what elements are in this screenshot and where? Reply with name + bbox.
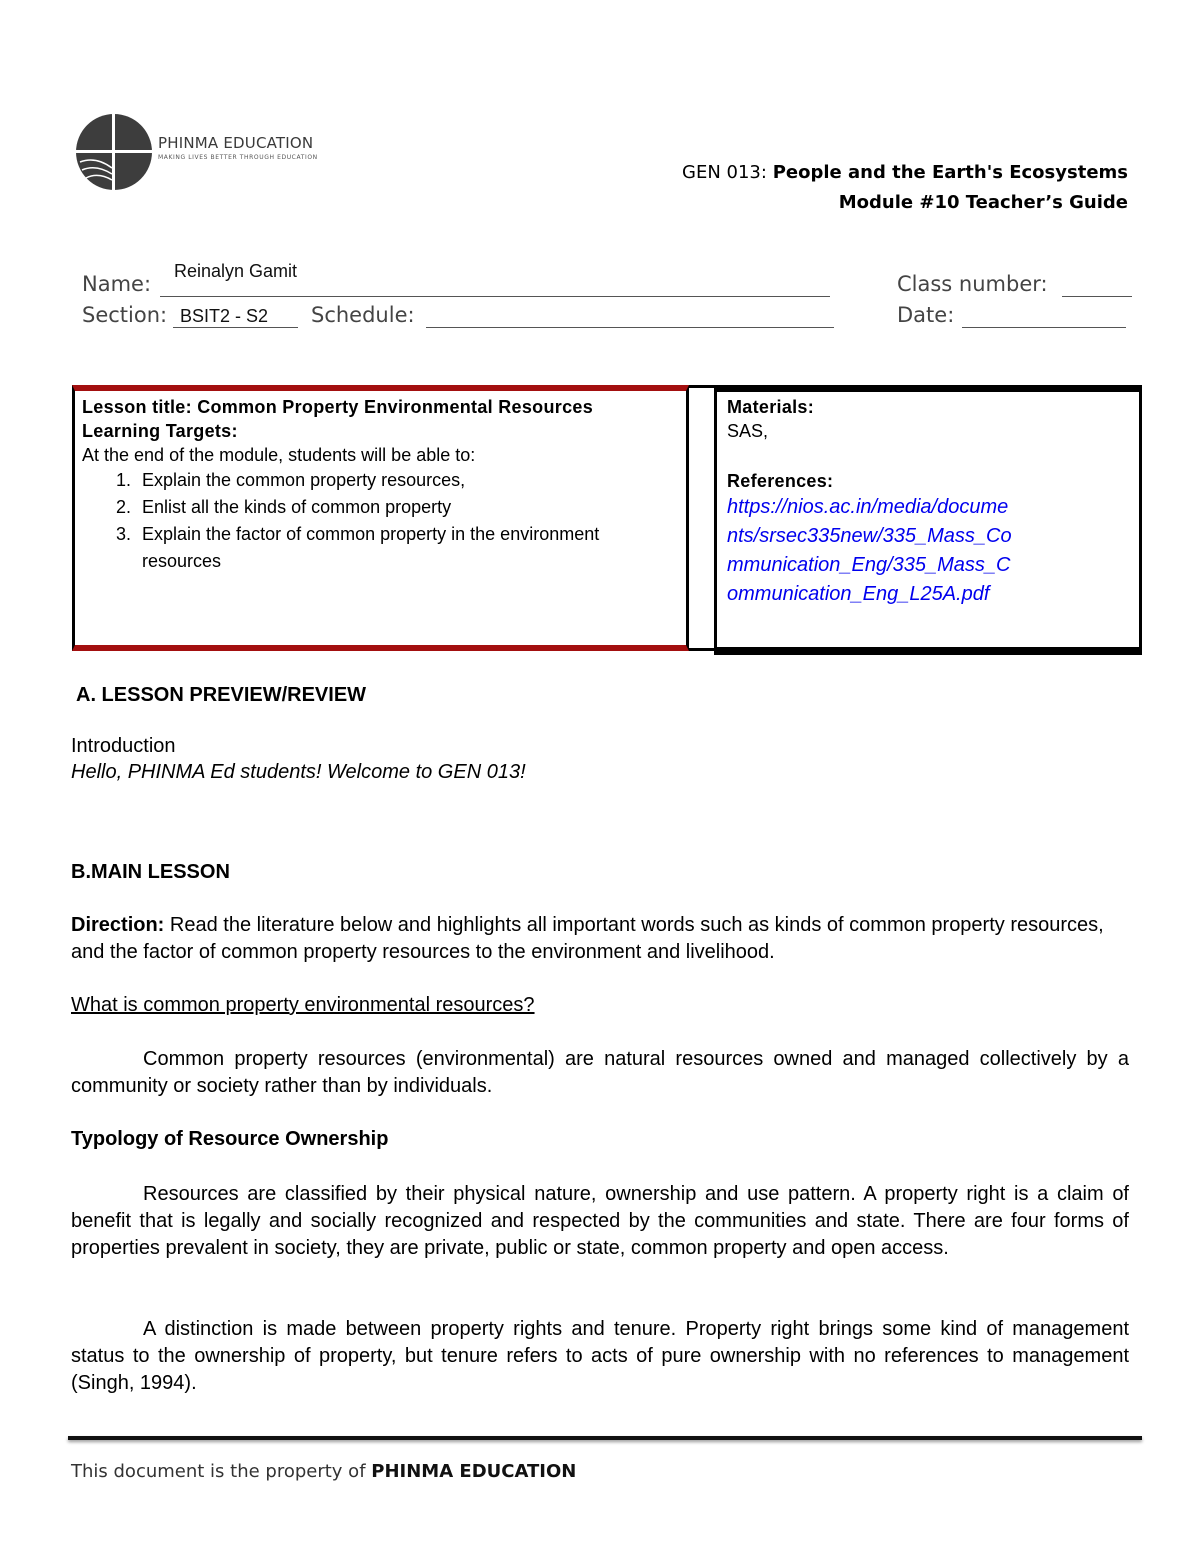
list-item: 3. Explain the factor of common property in the environment resources bbox=[116, 524, 600, 571]
box-divider bbox=[689, 385, 714, 651]
footer-divider bbox=[68, 1436, 1142, 1440]
list-item: 2. Enlist all the kinds of common property bbox=[116, 497, 452, 517]
course-code: GEN 013: bbox=[682, 162, 767, 183]
question-heading: What is common property environmental resources? bbox=[71, 994, 535, 1016]
name-field[interactable] bbox=[160, 296, 830, 297]
typology-heading: Typology of Resource Ownership bbox=[71, 1128, 389, 1150]
course-title bbox=[682, 162, 1128, 183]
module-title: Module #10 Teacher’s Guide bbox=[838, 192, 1128, 213]
section-field[interactable] bbox=[173, 327, 298, 328]
learning-targets-intro: At the end of the module, students will be able to: bbox=[82, 445, 476, 465]
phinma-logo bbox=[74, 112, 334, 192]
date-field[interactable] bbox=[962, 327, 1126, 328]
materials-label: Materials: bbox=[727, 397, 815, 417]
date-label: Date: bbox=[897, 303, 955, 327]
direction-text: Direction: Read the literature below and highlights all important words such as kinds of common property resources, and the factor of common property resources to the environment and livelihood. bbox=[71, 914, 1104, 963]
introduction-label: Introduction bbox=[71, 735, 176, 757]
section-b-heading: B.MAIN LESSON bbox=[71, 861, 230, 883]
lesson-content bbox=[82, 395, 682, 575]
learning-targets-list bbox=[72, 467, 682, 575]
typology-paragraph-2: A distinction is made between property rights and tenure. Property right brings some kind of management status to the ownership of property, but tenure refers to acts of pure ownership with no references to management (Singh, 1994). bbox=[71, 1318, 1129, 1394]
materials-value: SAS, bbox=[727, 421, 769, 441]
section-value: BSIT2 - S2 bbox=[180, 306, 269, 326]
section-a-heading: A. LESSON PREVIEW/REVIEW bbox=[76, 684, 367, 706]
footer-text: This document is the property of PHINMA EDUCATION bbox=[71, 1461, 577, 1482]
course-name: People and the Earth's Ecosystems bbox=[772, 162, 1128, 183]
reference-link[interactable]: https://nios.ac.in/media/docume nts/srsec335new/335_Mass_Co mmunication_Eng/335_Mass_C ommunication_Eng_L25A.pdf bbox=[727, 496, 1012, 605]
footer-owner: PHINMA EDUCATION bbox=[371, 1461, 577, 1482]
name-label: Name: bbox=[82, 272, 152, 296]
typology-paragraph-1: Resources are classified by their physical nature, ownership and use pattern. A property right is a claim of benefit that is legally and socially recognized and respected by the communities and state. There are four forms of properties prevalent in society, they are private, public or state, common property and open access. bbox=[71, 1183, 1129, 1259]
direction-label: Direction: bbox=[71, 914, 165, 936]
name-value: Reinalyn Gamit bbox=[174, 261, 298, 281]
schedule-field[interactable] bbox=[426, 327, 834, 328]
logo-tagline: MAKING LIVES BETTER THROUGH EDUCATION bbox=[158, 154, 318, 161]
logo-title: PHINMA EDUCATION bbox=[158, 134, 314, 152]
materials-content bbox=[727, 395, 1127, 609]
schedule-label: Schedule: bbox=[311, 303, 415, 327]
section-label: Section: bbox=[82, 303, 168, 327]
list-item: 1. Explain the common property resources, bbox=[116, 470, 466, 490]
class-number-field[interactable] bbox=[1062, 296, 1132, 297]
greeting-text: Hello, PHINMA Ed students! Welcome to GEN 013! bbox=[71, 761, 526, 783]
lesson-title: Lesson title: Common Property Environmental Resources bbox=[82, 397, 594, 417]
class-number-label: Class number: bbox=[897, 272, 1048, 296]
learning-targets-label: Learning Targets: bbox=[82, 421, 238, 441]
logo-emblem-icon bbox=[74, 112, 154, 192]
references-label: References: bbox=[727, 471, 834, 491]
definition-paragraph: Common property resources (environmental) are natural resources owned and managed collectively by a community or society rather than by individuals. bbox=[71, 1048, 1129, 1097]
